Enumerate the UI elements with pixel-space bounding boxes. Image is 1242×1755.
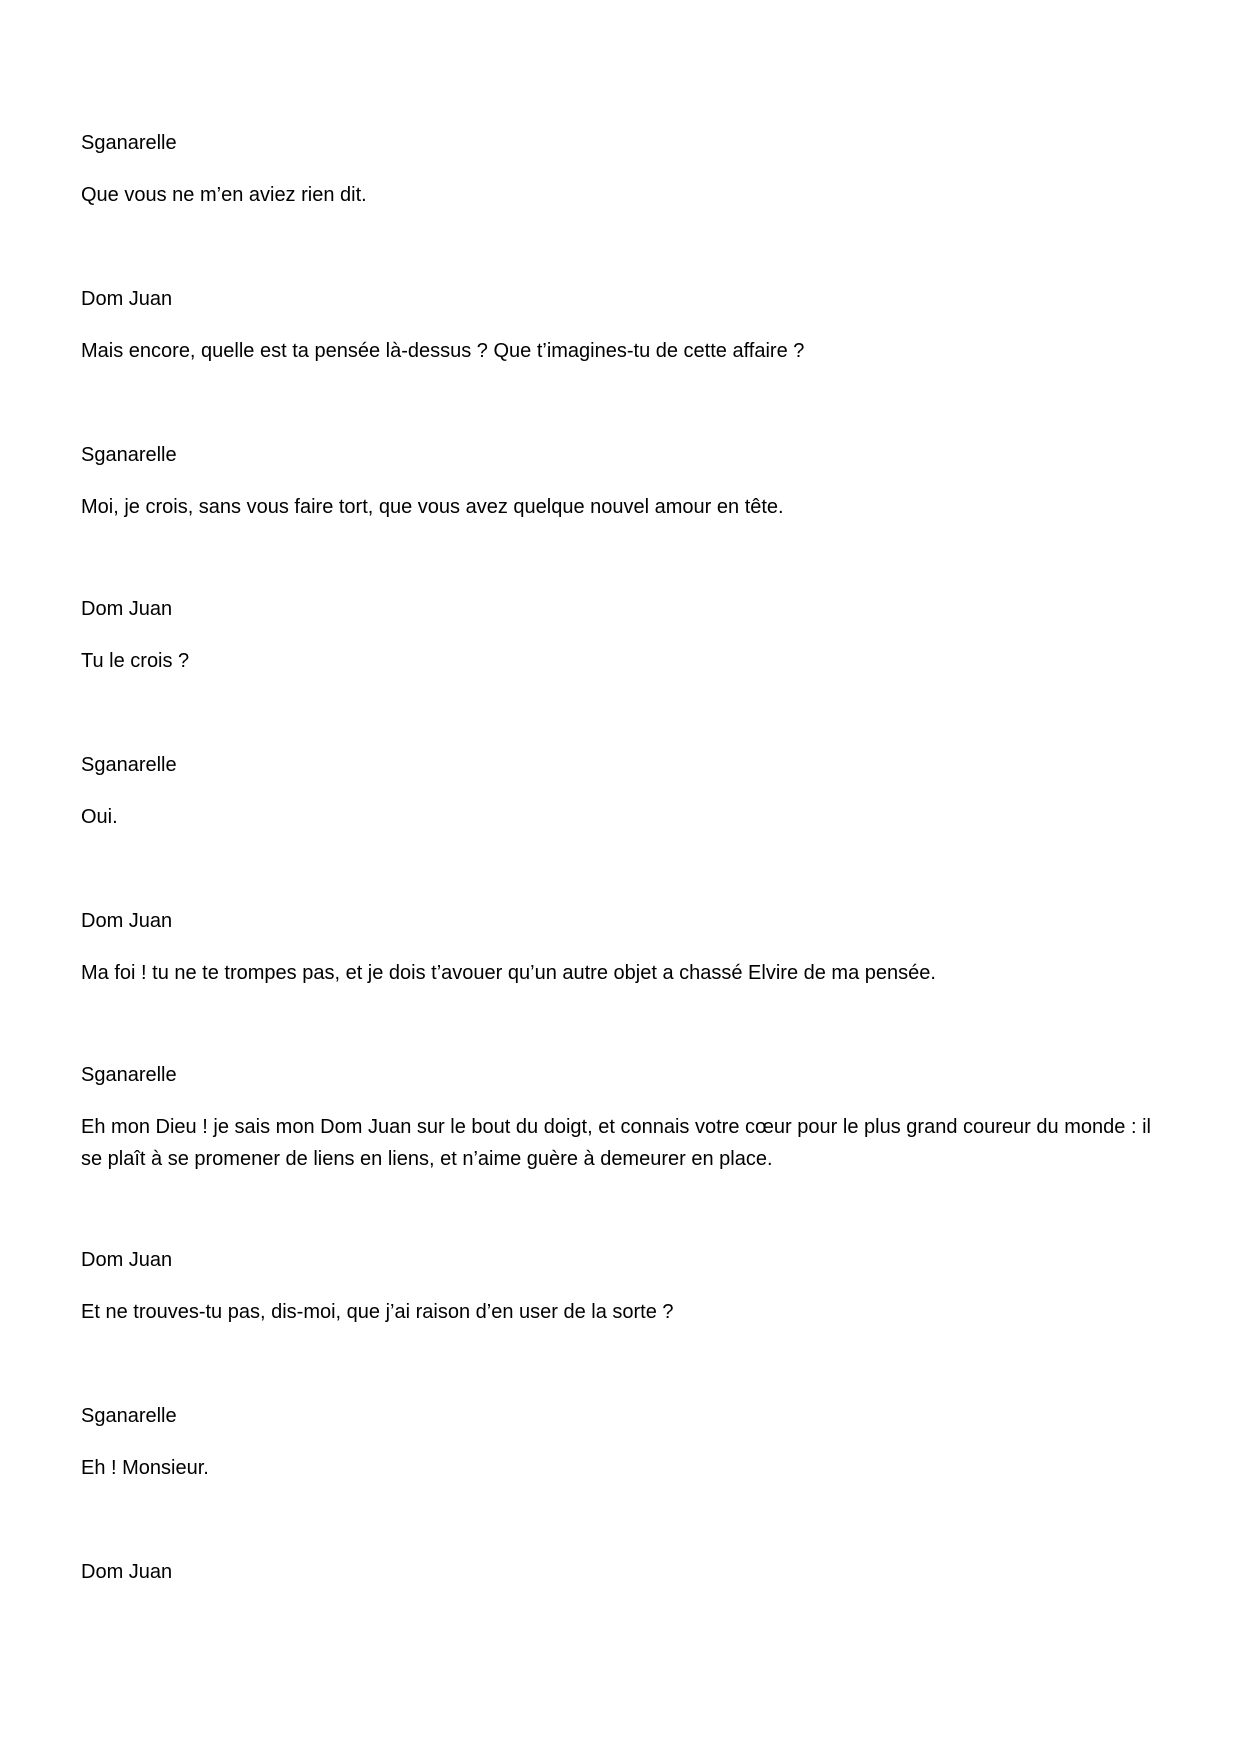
speaker-name: Sganarelle bbox=[81, 754, 177, 776]
dialogue-line: Mais encore, quelle est ta pensée là-dessus ? Que t’imagines-tu de cette affaire ? bbox=[81, 340, 805, 362]
dialogue-line: Moi, je crois, sans vous faire tort, que vous avez quelque nouvel amour en tête. bbox=[81, 496, 784, 518]
speaker-name: Sganarelle bbox=[81, 1064, 177, 1086]
speaker-name: Dom Juan bbox=[81, 910, 173, 932]
dialogue-line: Eh ! Monsieur. bbox=[81, 1457, 209, 1479]
dialogue-line: Tu le crois ? bbox=[81, 650, 190, 672]
dialogue-line: Eh mon Dieu ! je sais mon Dom Juan sur le bout du doigt, et connais votre cœur pour le plus grand coureur du monde : il se plaît à se promener de liens en liens, et n’aime guère à demeurer en place. bbox=[81, 1116, 1151, 1170]
speaker-name: Sganarelle bbox=[81, 1405, 177, 1427]
dialogue-line: Et ne trouves-tu pas, dis-moi, que j’ai raison d’en user de la sorte ? bbox=[81, 1301, 674, 1323]
speaker-name: Dom Juan bbox=[81, 598, 173, 620]
speaker-name: Dom Juan bbox=[81, 1561, 173, 1583]
dialogue-line: Que vous ne m’en aviez rien dit. bbox=[81, 184, 367, 206]
dialogue-line: Ma foi ! tu ne te trompes pas, et je dois t’avouer qu’un autre objet a chassé Elvire de ma pensée. bbox=[81, 962, 936, 984]
speaker-name: Dom Juan bbox=[81, 1249, 173, 1271]
speaker-name: Sganarelle bbox=[81, 132, 177, 154]
speaker-name: Dom Juan bbox=[81, 288, 173, 310]
dialogue-line: Oui. bbox=[81, 806, 118, 828]
speaker-name: Sganarelle bbox=[81, 444, 177, 466]
